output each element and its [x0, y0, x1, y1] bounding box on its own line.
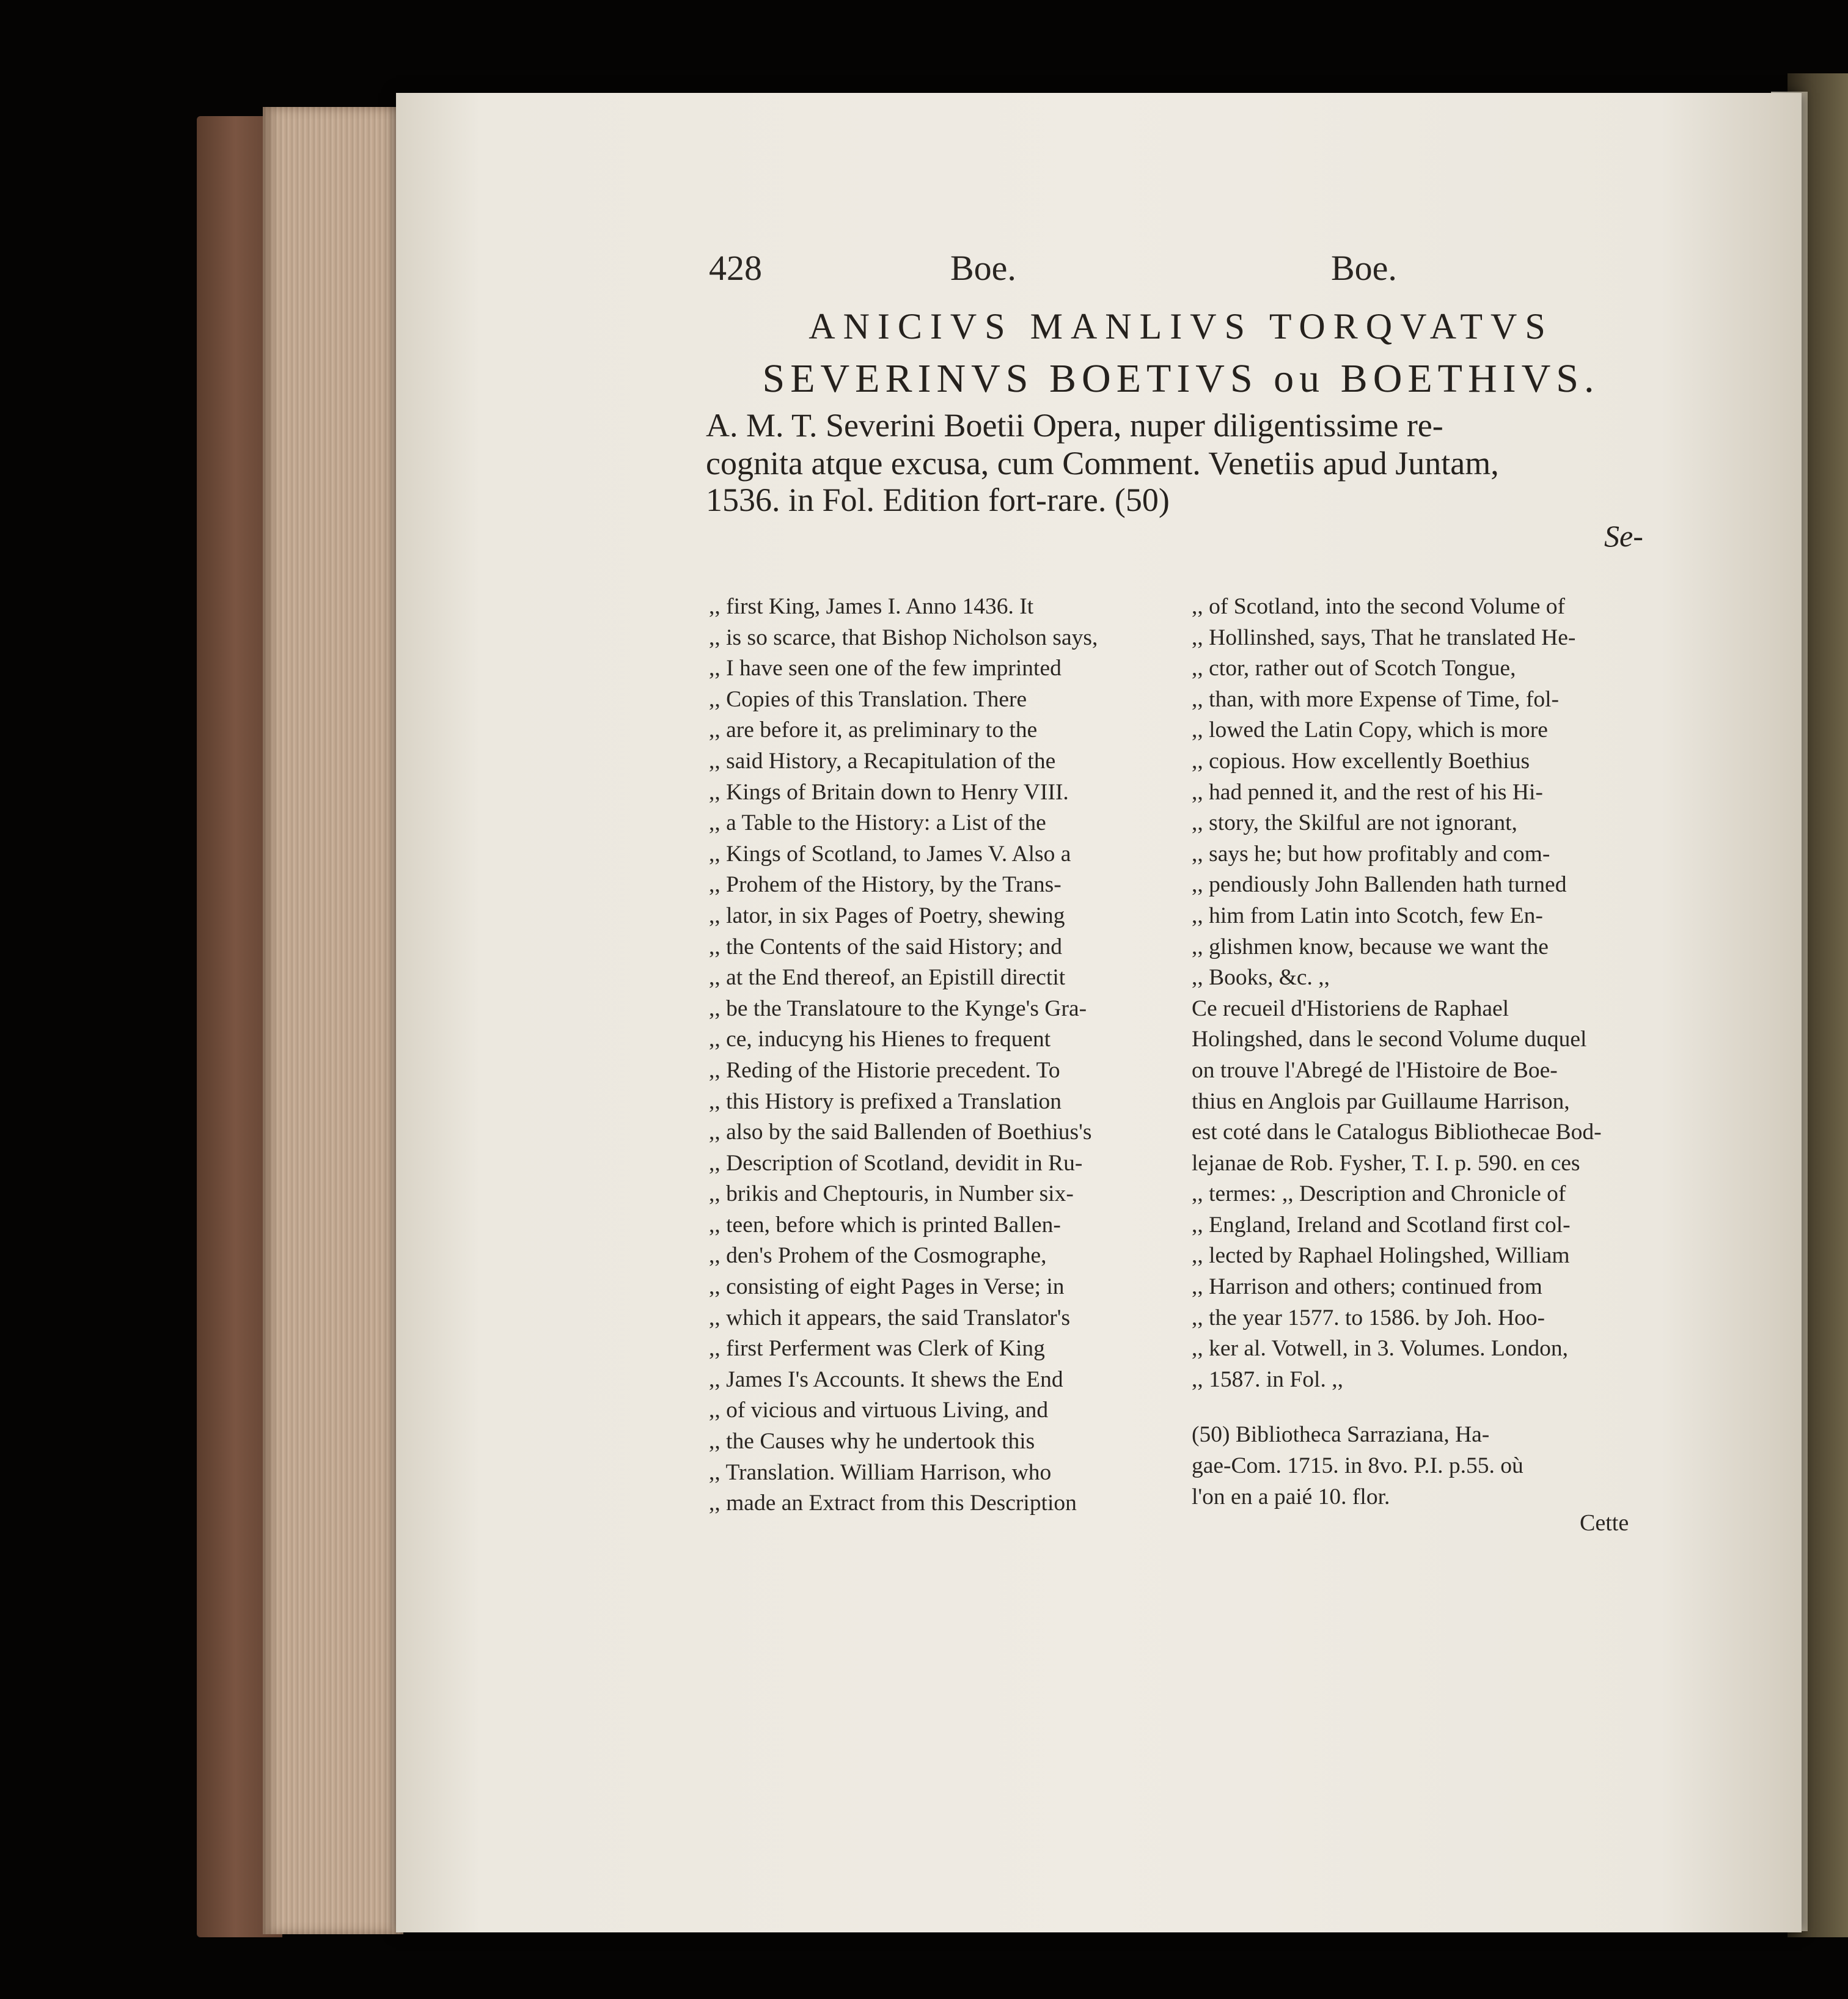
text-line: Holingshed, dans le second Volume duquel	[1192, 1027, 1587, 1052]
text-line: ,, copious. How excellently Boethius	[1192, 748, 1530, 774]
text-line: ,, than, with more Expense of Time, fol-	[1192, 686, 1559, 712]
text-line: ,, are before it, as preliminary to the	[709, 717, 1038, 743]
running-head-left: Boe.	[950, 248, 1016, 288]
catchword-top: Se-	[1604, 519, 1643, 553]
text-line: ,, made an Extract from this Description	[709, 1491, 1077, 1516]
footnote-line: gae-Com. 1715. in 8vo. P.I. p.55. où	[1192, 1453, 1524, 1479]
text-line: ,, first King, James I. Anno 1436. It	[709, 594, 1034, 619]
left-column	[709, 592, 1164, 1519]
text-line: ,, 1587. in Fol. ,,	[1192, 1366, 1343, 1392]
text-line: ,, Prohem of the History, by the Trans-	[709, 872, 1062, 898]
text-line: ,, I have seen one of the few imprinted	[709, 656, 1062, 681]
text-line: ,, him from Latin into Scotch, few En-	[1192, 903, 1543, 928]
text-line: ,, first Perferment was Clerk of King	[709, 1336, 1045, 1362]
running-head-right: Boe.	[1331, 248, 1397, 288]
page-edges	[263, 107, 403, 1934]
text-line: ,, glishmen know, because we want the	[1192, 934, 1549, 959]
text-line: ,, had penned it, and the rest of his Hi-	[1192, 779, 1543, 805]
text-line: ,, Harrison and others; continued from	[1192, 1274, 1542, 1300]
text-line: ,, brikis and Cheptouris, in Number six-	[709, 1181, 1074, 1207]
text-line: ,, ce, inducyng his Hienes to frequent	[709, 1027, 1051, 1052]
text-line: ,, Translation. William Harrison, who	[709, 1459, 1052, 1485]
text-line: ,, ker al. Votwell, in 3. Volumes. London,	[1192, 1336, 1568, 1362]
right-column	[1192, 592, 1647, 1513]
text-line: ,, story, the Skilful are not ignorant,	[1192, 810, 1517, 836]
text-line: ,, of vicious and virtuous Living, and	[709, 1398, 1049, 1423]
text-line: ,, den's Prohem of the Cosmographe,	[709, 1243, 1047, 1269]
text-line: ,, is so scarce, that Bishop Nicholson says,	[709, 625, 1098, 650]
text-line: ,, be the Translatoure to the Kynge's Gra-	[709, 996, 1087, 1021]
text-line: ,, said History, a Recapitulation of the	[709, 748, 1056, 774]
footnote-line: l'on en a paié 10. flor.	[1192, 1484, 1390, 1509]
text-line: ,, the Contents of the said History; and	[709, 934, 1063, 959]
text-line: ,, ctor, rather out of Scotch Tongue,	[1192, 656, 1516, 681]
text-line: ,, also by the said Ballenden of Boethius's	[709, 1120, 1092, 1145]
text-line: est coté dans le Catalogus Bibliothecae Bod-	[1192, 1120, 1602, 1145]
text-line: ,, which it appears, the said Translator's	[709, 1305, 1071, 1330]
text-line: ,, Kings of Britain down to Henry VIII.	[709, 779, 1069, 805]
text-line: Ce recueil d'Historiens de Raphael	[1192, 996, 1509, 1021]
text-line: ,, a Table to the History: a List of the	[709, 810, 1046, 836]
text-line: ,, at the End thereof, an Epistill directit	[709, 965, 1066, 991]
footnote-gap	[1192, 1395, 1647, 1420]
text-line: ,, says he; but how profitably and com-	[1192, 841, 1550, 867]
text-line: ,, of Scotland, into the second Volume of	[1192, 594, 1566, 619]
text-line: on trouve l'Abregé de l'Histoire de Boe-	[1192, 1057, 1558, 1083]
text-line: ,, Books, &c. ,,	[1192, 965, 1330, 991]
text-line: ,, lowed the Latin Copy, which is more	[1192, 717, 1548, 743]
text-line: ,, this History is prefixed a Translation	[709, 1088, 1062, 1114]
text-line: ,, Reding of the Historie precedent. To	[709, 1057, 1060, 1083]
text-line: lejanae de Rob. Fysher, T. I. p. 590. en ces	[1192, 1150, 1580, 1176]
catchword-bottom: Cette	[1580, 1510, 1629, 1536]
text-line: ,, termes: ,, Description and Chronicle of	[1192, 1181, 1566, 1207]
text-line: ,, England, Ireland and Scotland first col-	[1192, 1212, 1571, 1238]
text-line: thius en Anglois par Guillaume Harrison,	[1192, 1088, 1570, 1114]
text-line: ,, pendiously John Ballenden hath turned	[1192, 872, 1567, 898]
text-line: ,, Kings of Scotland, to James V. Also a	[709, 841, 1071, 867]
bibliographic-entry-line-3: 1536. in Fol. Edition fort-rare. (50)	[706, 482, 1170, 518]
text-line: ,, Description of Scotland, devidit in Ru-	[709, 1150, 1083, 1176]
text-line: ,, teen, before which is printed Ballen-	[709, 1212, 1061, 1238]
text-line: ,, Hollinshed, says, That he translated He-	[1192, 625, 1576, 650]
footnote-line: (50) Bibliotheca Sarraziana, Ha-	[1192, 1422, 1490, 1448]
bibliographic-entry-line-1: A. M. T. Severini Boetii Opera, nuper diligentissime re-	[706, 407, 1443, 444]
text-line: ,, lected by Raphael Holingshed, William	[1192, 1243, 1570, 1269]
text-line: ,, James I's Accounts. It shews the End	[709, 1366, 1063, 1392]
entry-heading-line-2: SEVERINVS BOETIVS ou BOETHIVS.	[762, 356, 1600, 401]
text-line: ,, lator, in six Pages of Poetry, shewing	[709, 903, 1065, 928]
page-number: 428	[709, 248, 762, 288]
text-line: ,, the year 1577. to 1586. by Joh. Hoo-	[1192, 1305, 1546, 1330]
text-line: ,, consisting of eight Pages in Verse; in	[709, 1274, 1065, 1300]
entry-heading-line-1: ANICIVS MANLIVS TORQVATVS	[809, 306, 1553, 347]
text-line: ,, the Causes why he undertook this	[709, 1429, 1035, 1454]
text-line: ,, Copies of this Translation. There	[709, 686, 1027, 712]
bibliographic-entry-line-2: cognita atque excusa, cum Comment. Venetiis apud Juntam,	[706, 445, 1499, 482]
